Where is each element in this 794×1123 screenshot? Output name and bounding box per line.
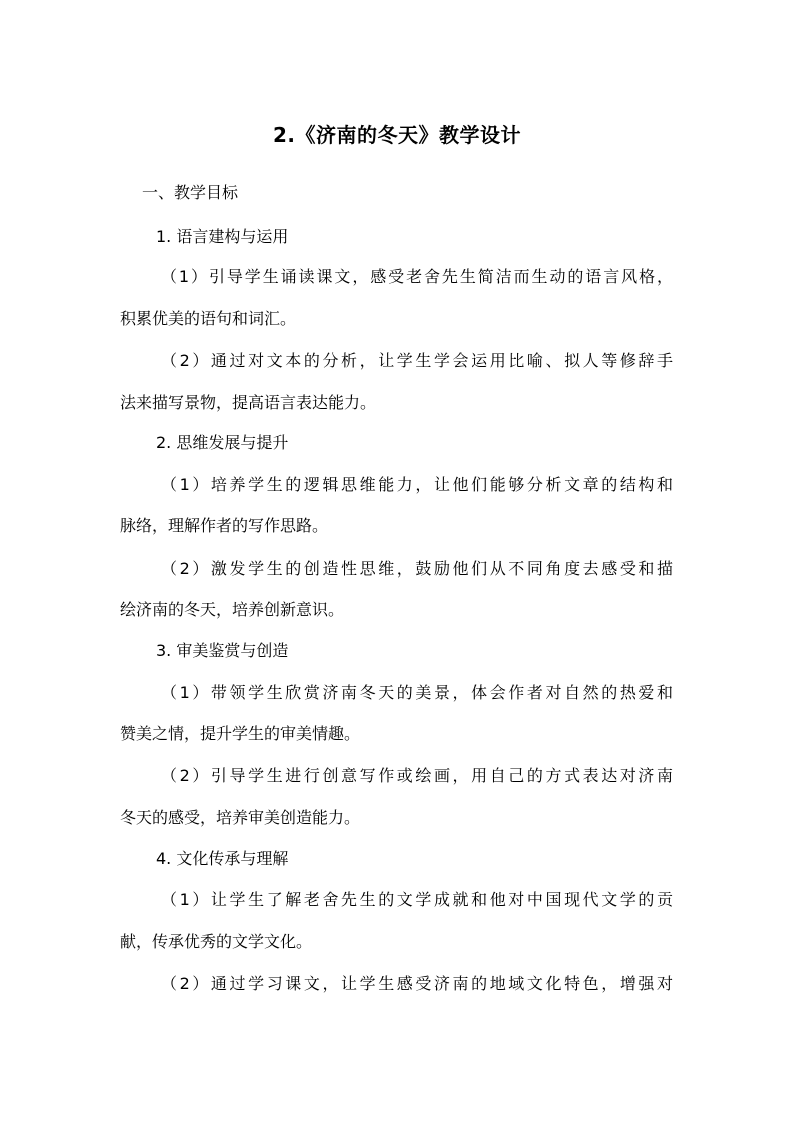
goal-heading: 3. 审美鉴赏与创造	[156, 641, 289, 660]
goal-item-line: （2）激发学生的创造性思维，鼓励他们从不同角度去感受和描	[161, 559, 673, 578]
goal-heading: 2. 思维发展与提升	[156, 433, 289, 452]
goal-item-line: 献，传承优秀的文学文化。	[120, 932, 313, 951]
goal-item-line: （1）带领学生欣赏济南冬天的美景，体会作者对自然的热爱和	[161, 683, 673, 702]
goal-item-line: （1）引导学生诵读课文，感受老舍先生简洁而生动的语言风格，	[161, 267, 673, 286]
goal-item-line: 法来描写景物，提高语言表达能力。	[120, 393, 377, 412]
goal-item-line: 绘济南的冬天，培养创新意识。	[120, 600, 345, 619]
goal-item-line: 赞美之情，提升学生的审美情趣。	[120, 724, 361, 743]
goal-item-line: （2）引导学生进行创意写作或绘画，用自己的方式表达对济南	[161, 766, 673, 785]
goal-item-line: （2）通过学习课文，让学生感受济南的地域文化特色，增强对	[161, 974, 673, 993]
goal-item-line: （1）培养学生的逻辑思维能力，让他们能够分析文章的结构和	[161, 475, 673, 494]
document-title: 2.《济南的冬天》教学设计	[272, 123, 521, 147]
goal-heading: 1. 语言建构与运用	[156, 227, 289, 246]
goal-item-line: 脉络，理解作者的写作思路。	[120, 516, 329, 535]
goal-item-line: （1）让学生了解老舍先生的文学成就和他对中国现代文学的贡	[161, 890, 673, 909]
goal-heading: 4. 文化传承与理解	[156, 849, 289, 868]
goal-item-line: 冬天的感受，培养审美创造能力。	[120, 808, 361, 827]
goal-item-line: 积累优美的语句和词汇。	[120, 309, 297, 328]
goal-item-line: （2）通过对文本的分析，让学生学会运用比喻、拟人等修辞手	[161, 351, 673, 370]
section-heading: 一、教学目标	[142, 183, 239, 202]
